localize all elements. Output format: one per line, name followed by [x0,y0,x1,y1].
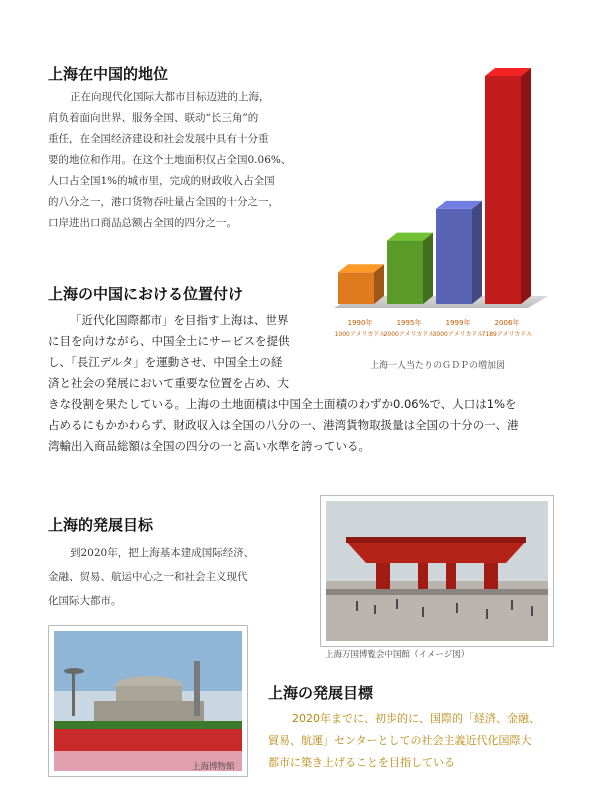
chart-value-label: 1000アメリカドル [334,331,386,338]
chart-bar [485,68,531,304]
chart-value-label: 7189アメリカドル [481,331,533,338]
chart-value-label: 2000アメリカドル [383,331,435,338]
section-paragraph-goal-cn [48,541,308,613]
paragraph-line: 化国际大都市。 [48,595,122,607]
paragraph-line: に目を向けながら、中国全土にサービスを提供 [48,334,290,348]
paragraph-line: 済と社会の発展において重要な位置を占め、大 [48,376,290,390]
section-heading-goal-cn: 上海的発展目标 [48,516,154,534]
section-heading-status-cn: 上海在中国的地位 [48,65,169,83]
section-heading-goal-jp: 上海の発展目標 [268,684,374,702]
chart-bar [387,233,433,304]
pavilion-photo-frame [320,495,554,647]
paragraph-line: 要的地位和作用。在这个土地面积仅占全国0.06%、 [48,154,292,166]
chart-bar [436,201,482,304]
paragraph-line: 湾輸出入商品総額は全国の四分の一と高い水準を誇っている。 [48,439,370,453]
shanghai-museum-photo [54,631,242,771]
gdp-bar-chart [330,60,560,350]
paragraph-line: 人口占全国1%的城市里，完成的财政收入占全国 [48,175,275,187]
paragraph-line: 口岸进出口商品总额占全国的四分之一。 [48,217,237,229]
section-paragraph-status-cn [48,87,313,234]
paragraph-line: 肩负着面向世界、服务全国、联动“长三角”的 [48,112,259,124]
section-heading-status-jp: 上海の中国における位置付け [48,285,244,303]
paragraph-line: 「近代化国際都市」を目指す上海は、世界 [70,313,289,327]
paragraph-line: し、「長江デルタ」を運動させ、中国全土の経 [48,355,283,369]
paragraph-line: 重任，在全国经济建设和社会发展中具有十分重 [48,133,269,145]
chart-category-label: 2006年 [494,319,520,327]
china-pavilion-photo [326,501,548,641]
chart-category-label: 1995年 [396,319,422,327]
paragraph-line: 占めるにもかかわらず、財政収入は全国の八分の一、港湾貨物取扱量は全国の十分の一、港 [48,418,519,432]
paragraph-line: 貿易、航運」センターとしての社会主義近代化国際大 [268,734,532,747]
pavilion-photo-caption: 上海万国博覧会中国館（イメージ図） [325,650,470,660]
paragraph-line: 正在向现代化国际大都市目标迈进的上海， [70,91,270,103]
paragraph-line: 金融、贸易、航运中心之一和社会主义现代 [48,571,248,583]
paragraph-line: 都市に築き上げることを目指している [268,756,455,769]
paragraph-line: 到2020年，把上海基本建成国际经济、 [70,547,255,559]
paragraph-line: 2020年までに、初歩的に、国際的「経済、金融、 [292,712,540,725]
museum-photo-frame [48,625,248,777]
chart-category-label: 1990年 [347,319,373,327]
section-paragraph-status-jp [48,310,568,457]
museum-photo-caption: 上海博物館 [192,762,235,772]
chart-caption: 上海一人当たりのＧＤＰの増加図 [370,361,506,371]
chart-category-label: 1999年 [445,319,471,327]
paragraph-line: 的八分之一，港口货物吞吐量占全国的十分之一， [48,196,279,208]
chart-value-label: 3000アメリカドル [432,331,484,338]
chart-bar [338,264,384,304]
paragraph-line: きな役割を果たしている。上海の土地面積は中国全土面積のわずか0.06%で、人口は1%を [48,397,517,411]
section-paragraph-goal-jp [268,708,568,774]
